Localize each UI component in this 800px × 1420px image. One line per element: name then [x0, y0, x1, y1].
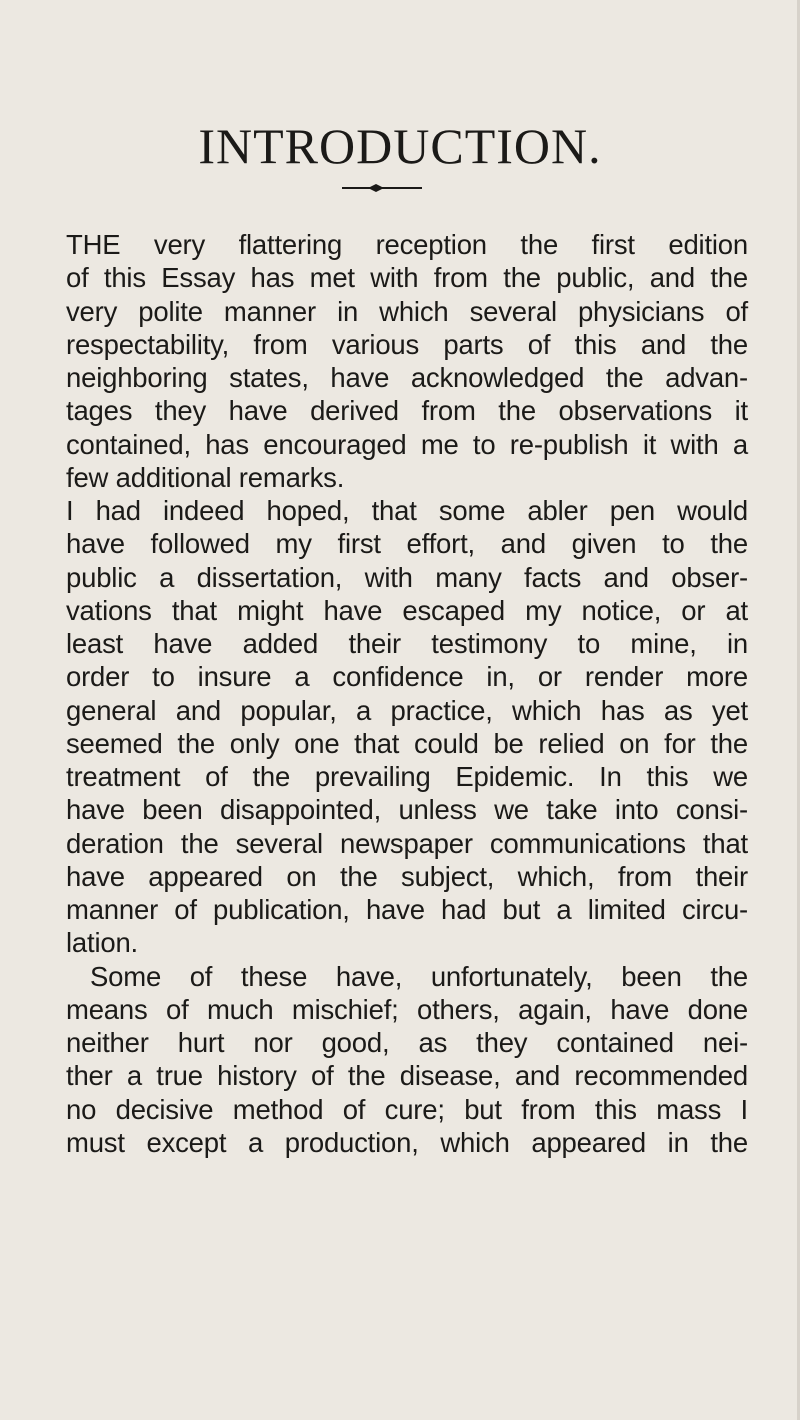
text-line: ther a true history of the disease, and recommended	[66, 1060, 748, 1092]
text-line: have followed my first effort, and given to the	[66, 528, 748, 560]
text-line: manner of publication, have had but a limited circu-	[66, 894, 748, 925]
text-line: order to insure a confidence in, or render more	[66, 661, 748, 693]
text-line: very polite manner in which several physicians of	[66, 295, 748, 327]
chapter-title: INTRODUCTION.	[198, 118, 602, 174]
ornament-rule-icon	[342, 178, 422, 198]
body-text	[66, 228, 748, 1159]
text-line: few additional remarks.	[66, 461, 345, 493]
text-line: general and popular, a practice, which has as yet	[66, 694, 748, 726]
text-line: neither hurt nor good, as they contained nei-	[66, 1027, 748, 1058]
text-line: Some of these have, unfortunately, been the	[90, 960, 748, 992]
text-line: neighboring states, have acknowledged the advan-	[66, 362, 748, 393]
text-line: deration the several newspaper communications that	[66, 827, 748, 859]
text-line: have been disappointed, unless we take into consi-	[66, 794, 748, 826]
text-line: THE very flattering reception the first edition	[66, 229, 748, 260]
text-line: no decisive method of cure; but from this mass I	[66, 1093, 748, 1125]
text-line: respectability, from various parts of this and the	[66, 328, 748, 360]
text-line: must except a production, which appeared in the	[66, 1126, 748, 1158]
text-line: of this Essay has met with from the public, and the	[66, 262, 748, 294]
text-line: lation.	[66, 927, 138, 959]
text-line: have appeared on the subject, which, from their	[66, 860, 748, 892]
text-line: means of much mischief; others, again, have done	[66, 993, 748, 1025]
text-line: I had indeed hoped, that some abler pen would	[66, 495, 748, 526]
text-line: treatment of the prevailing Epidemic. In this we	[66, 761, 748, 792]
text-line: contained, has encouraged me to re-publish it with a	[66, 428, 748, 460]
text-line: least have added their testimony to mine, in	[66, 628, 748, 659]
text-line: vations that might have escaped my notice, or at	[66, 594, 748, 626]
text-line: tages they have derived from the observations it	[66, 395, 748, 427]
text-line: public a dissertation, with many facts and obser-	[66, 561, 748, 593]
text-line: seemed the only one that could be relied on for the	[66, 727, 748, 759]
